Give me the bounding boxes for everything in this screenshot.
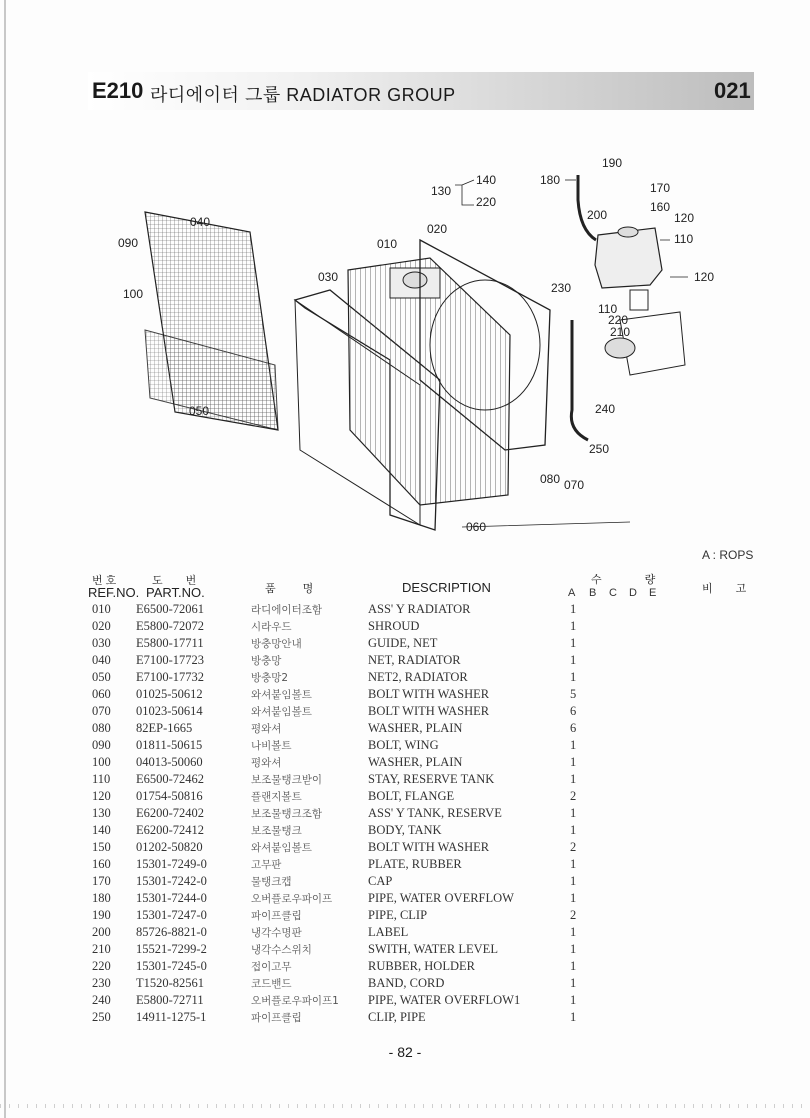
korean-name-cell: 나비볼트 — [251, 740, 292, 752]
description-cell: WASHER, PLAIN — [368, 755, 463, 769]
qty-col-e: E — [649, 587, 657, 599]
callout-180: 180 — [540, 173, 561, 187]
qty-col-d: D — [629, 587, 637, 599]
ref-no-cell: 050 — [92, 670, 111, 684]
ref-no-cell: 180 — [92, 891, 111, 905]
description-cell: PIPE, CLIP — [368, 908, 428, 922]
ref-no-cell: 240 — [92, 993, 111, 1007]
scan-artifact — [0, 1104, 810, 1108]
korean-name-cell: 평와셔 — [251, 723, 282, 735]
part-no-cell: E5800-17711 — [136, 636, 204, 650]
description-cell: STAY, RESERVE TANK — [368, 772, 495, 786]
quantity-cell: 1 — [570, 976, 577, 990]
korean-name-cell: 오버플로우파이프1 — [251, 995, 339, 1007]
korean-name-cell: 와셔붙임볼트 — [251, 689, 312, 701]
description-cell: NET2, RADIATOR — [368, 670, 468, 684]
table-row — [0, 823, 810, 840]
quantity-cell: 1 — [570, 619, 577, 633]
korean-name-cell: 플랜지볼트 — [251, 791, 302, 803]
korean-name-cell: 방충망2 — [251, 672, 289, 684]
quantity-cell: 1 — [570, 874, 577, 888]
callout-050: 050 — [189, 404, 210, 418]
radiator-core — [348, 258, 510, 505]
group-title: 라디에이터 그룹 RADIATOR GROUP — [150, 85, 456, 105]
callout-220: 220 — [476, 195, 497, 209]
quantity-cell: 1 — [570, 993, 577, 1007]
korean-name-cell: 냉각수명판 — [251, 927, 302, 939]
ref-no-cell: 140 — [92, 823, 111, 837]
ref-no-cell: 150 — [92, 840, 111, 854]
qty-col-a: A — [568, 587, 576, 599]
reserve-tank — [595, 227, 662, 310]
quantity-cell: 5 — [570, 687, 577, 701]
table-row — [0, 942, 810, 959]
ref-no-cell: 040 — [92, 653, 111, 667]
description-cell: CLIP, PIPE — [368, 1010, 426, 1024]
description-cell: BOLT WITH WASHER — [368, 840, 490, 854]
callout-110b: 110 — [598, 302, 618, 316]
ref-no-cell: 190 — [92, 908, 111, 922]
description-cell: SWITH, WATER LEVEL — [368, 942, 498, 956]
table-row — [0, 789, 810, 806]
qty-col-c: C — [609, 587, 617, 599]
callout-160: 160 — [650, 200, 671, 214]
quantity-cell: 6 — [570, 721, 577, 735]
callout-010: 010 — [377, 237, 398, 251]
part-no-cell: 01025-50612 — [136, 687, 203, 701]
table-row — [0, 704, 810, 721]
ref-no-cell: 200 — [92, 925, 111, 939]
callout-200: 200 — [587, 208, 608, 222]
quantity-cell: 1 — [570, 857, 577, 871]
quantity-cell: 2 — [570, 840, 577, 854]
table-row — [0, 874, 810, 891]
korean-name-cell: 와셔붙임볼트 — [251, 706, 312, 718]
part-no-cell: 01023-50614 — [136, 704, 203, 718]
description-cell: SHROUD — [368, 619, 420, 633]
ref-no-cell: 110 — [92, 772, 111, 786]
ref-no-cell: 080 — [92, 721, 111, 735]
description-cell: GUIDE, NET — [368, 636, 438, 650]
quantity-cell: 1 — [570, 891, 577, 905]
ref-no-cell: 170 — [92, 874, 111, 888]
callout-060: 060 — [466, 520, 487, 534]
ref-header-en: REF.NO. — [88, 585, 140, 600]
callout-130: 130 — [431, 184, 452, 198]
quantity-cell: 1 — [570, 806, 577, 820]
part-no-cell: 15521-7299-2 — [136, 942, 207, 956]
description-cell: BAND, CORD — [368, 976, 445, 990]
callout-020: 020 — [427, 222, 448, 236]
qty-header-ko: 수 량 — [591, 574, 676, 586]
name-header-ko: 품 명 — [265, 583, 326, 595]
callout-250: 250 — [589, 442, 610, 456]
part-no-cell: 04013-50060 — [136, 755, 203, 769]
quantity-cell: 1 — [570, 670, 577, 684]
remarks-header: 비 고 — [702, 583, 757, 595]
callout-240: 240 — [595, 402, 616, 416]
part-no-cell: E5800-72711 — [136, 993, 204, 1007]
table-row — [0, 840, 810, 857]
table-row — [0, 959, 810, 976]
description-cell: BOLT, WING — [368, 738, 439, 752]
table-row — [0, 602, 810, 619]
exploded-diagram — [90, 140, 770, 560]
quantity-cell: 1 — [570, 636, 577, 650]
ref-no-cell: 130 — [92, 806, 111, 820]
description-cell: PLATE, RUBBER — [368, 857, 462, 871]
part-no-cell: 15301-7249-0 — [136, 857, 207, 871]
part-header-ko: 도 번 — [152, 575, 207, 587]
part-no-cell: 01811-50615 — [136, 738, 203, 752]
callout-220b: 220 — [608, 313, 629, 327]
korean-name-cell: 파이프클립 — [251, 1012, 302, 1024]
table-row — [0, 755, 810, 772]
table-row — [0, 1010, 810, 1027]
callout-190: 190 — [602, 156, 623, 170]
table-row — [0, 721, 810, 738]
korean-name-cell: 접이고무 — [251, 961, 292, 973]
callout-120: 120 — [674, 211, 695, 225]
ref-no-cell: 020 — [92, 619, 111, 633]
quantity-cell: 2 — [570, 789, 577, 803]
quantity-cell: 1 — [570, 1010, 577, 1024]
korean-name-cell: 와셔붙임볼트 — [251, 842, 312, 854]
description-cell: ASS' Y RADIATOR — [368, 602, 471, 616]
description-cell: BOLT WITH WASHER — [368, 687, 490, 701]
korean-name-cell: 시라우드 — [251, 621, 292, 633]
description-cell: BOLT WITH WASHER — [368, 704, 490, 718]
ref-no-cell: 230 — [92, 976, 111, 990]
callout-070: 070 — [564, 478, 585, 492]
description-cell: NET, RADIATOR — [368, 653, 461, 667]
ref-no-cell: 060 — [92, 687, 111, 701]
korean-name-cell: 코드밴드 — [251, 978, 292, 990]
description-cell: ASS' Y TANK, RESERVE — [368, 806, 502, 820]
description-cell: BOLT, FLANGE — [368, 789, 455, 803]
legend-note: A : ROPS — [702, 548, 754, 562]
korean-name-cell: 파이프클립 — [251, 910, 302, 922]
qty-col-b: B — [589, 587, 597, 599]
table-row — [0, 857, 810, 874]
part-no-cell: 15301-7245-0 — [136, 959, 207, 973]
table-row — [0, 908, 810, 925]
description-cell: PIPE, WATER OVERFLOW1 — [368, 993, 521, 1007]
korean-name-cell: 고무판 — [251, 859, 282, 871]
korean-name-cell: 냉각수스위치 — [251, 944, 312, 956]
table-row — [0, 976, 810, 993]
table-row — [0, 993, 810, 1010]
korean-name-cell: 오버플로우파이프 — [251, 893, 333, 905]
ref-header-ko: 번 호 — [92, 575, 117, 587]
description-cell: CAP — [368, 874, 393, 888]
part-no-cell: E6500-72462 — [136, 772, 205, 786]
callout-080: 080 — [540, 472, 561, 486]
part-no-cell: 15301-7242-0 — [136, 874, 207, 888]
korean-name-cell: 평와셔 — [251, 757, 282, 769]
callout-040: 040 — [190, 215, 211, 229]
callout-090: 090 — [118, 236, 139, 250]
table-row — [0, 653, 810, 670]
part-header-en: PART.NO. — [146, 585, 205, 600]
table-row — [0, 738, 810, 755]
korean-name-cell: 보조물탱크 — [251, 825, 302, 837]
part-no-cell: E7100-17732 — [136, 670, 205, 684]
korean-name-cell: 방충망안내 — [251, 638, 302, 650]
korean-name-cell: 라디에이터조함 — [251, 604, 323, 616]
description-cell: LABEL — [368, 925, 409, 939]
part-no-cell: 15301-7247-0 — [136, 908, 207, 922]
korean-name-cell: 보조물탱크조함 — [251, 808, 323, 820]
ref-no-cell: 090 — [92, 738, 111, 752]
part-no-cell: E5800-72072 — [136, 619, 205, 633]
callout-230: 230 — [551, 281, 572, 295]
callout-110: 110 — [674, 232, 694, 246]
table-row — [0, 619, 810, 636]
table-row — [0, 806, 810, 823]
part-no-cell: T1520-82561 — [136, 976, 205, 990]
ref-no-cell: 220 — [92, 959, 111, 973]
callout-170: 170 — [650, 181, 671, 195]
part-no-cell: 01202-50820 — [136, 840, 203, 854]
callout-120b: 120 — [694, 270, 715, 284]
model-code: E210 — [92, 78, 144, 103]
quantity-cell: 2 — [570, 908, 577, 922]
description-header: DESCRIPTION — [402, 580, 491, 595]
part-no-cell: 85726-8821-0 — [136, 925, 207, 939]
part-no-cell: 82EP-1665 — [136, 721, 193, 735]
quantity-cell: 1 — [570, 772, 577, 786]
table-row — [0, 925, 810, 942]
callout-140: 140 — [476, 173, 497, 187]
quantity-cell: 1 — [570, 653, 577, 667]
quantity-cell: 1 — [570, 755, 577, 769]
quantity-cell: 6 — [570, 704, 577, 718]
korean-name-cell: 보조물탱크받이 — [251, 774, 323, 786]
part-no-cell: E6200-72412 — [136, 823, 205, 837]
part-no-cell: E6500-72061 — [136, 602, 205, 616]
part-no-cell: 01754-50816 — [136, 789, 203, 803]
table-row — [0, 636, 810, 653]
table-row — [0, 772, 810, 789]
page-code: 021 — [714, 78, 751, 103]
callout-210: 210 — [610, 325, 631, 339]
quantity-cell: 1 — [570, 823, 577, 837]
quantity-cell: 1 — [570, 959, 577, 973]
callout-030: 030 — [318, 270, 339, 284]
part-no-cell: E6200-72402 — [136, 806, 205, 820]
callout-100: 100 — [123, 287, 144, 301]
quantity-cell: 1 — [570, 925, 577, 939]
ref-no-cell: 100 — [92, 755, 111, 769]
quantity-cell: 1 — [570, 738, 577, 752]
ref-no-cell: 210 — [92, 942, 111, 956]
ref-no-cell: 120 — [92, 789, 111, 803]
page-number: - 82 - — [388, 1044, 422, 1060]
table-row — [0, 891, 810, 908]
part-no-cell: 14911-1275-1 — [136, 1010, 207, 1024]
quantity-cell: 1 — [570, 602, 577, 616]
ref-no-cell: 070 — [92, 704, 111, 718]
korean-name-cell: 물탱크캡 — [251, 876, 292, 888]
description-cell: RUBBER, HOLDER — [368, 959, 475, 973]
table-row — [0, 670, 810, 687]
quantity-cell: 1 — [570, 942, 577, 956]
ref-no-cell: 030 — [92, 636, 111, 650]
ref-no-cell: 160 — [92, 857, 111, 871]
korean-name-cell: 방충망 — [251, 655, 282, 667]
part-no-cell: 15301-7244-0 — [136, 891, 207, 905]
description-cell: WASHER, PLAIN — [368, 721, 463, 735]
table-row — [0, 687, 810, 704]
ref-no-cell: 250 — [92, 1010, 111, 1024]
description-cell: PIPE, WATER OVERFLOW — [368, 891, 514, 905]
description-cell: BODY, TANK — [368, 823, 442, 837]
part-no-cell: E7100-17723 — [136, 653, 205, 667]
ref-no-cell: 010 — [92, 602, 111, 616]
